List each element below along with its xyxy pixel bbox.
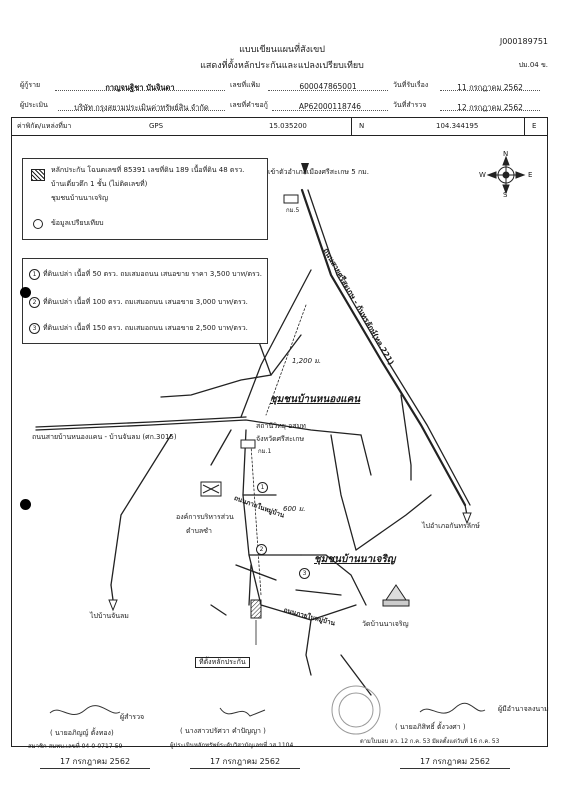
comp-text-1: ที่ดินเปล่า เนื้อที่ 50 ตรว. ถมเสมอถนน เสนอขาย ราคา 3,500 บาท/ตรว. <box>43 270 262 278</box>
west-road-label: ถนนสายบ้านหนองแคน - บ้านจันลม (ศก.3015) <box>32 433 177 441</box>
page-title: แบบเขียนแผนที่สังเขป <box>239 45 325 55</box>
punch-hole-top <box>20 287 31 298</box>
collateral-desc-1: หลักประกัน โฉนดเลขที่ 85391 เลขที่ดิน 189 เนื้อที่ดิน 48 ตรว. <box>51 166 245 174</box>
community-north-label: ชุมชนบ้านหนองแคน <box>270 394 361 405</box>
job-no-value: AP62000118746 <box>298 102 362 111</box>
file-no-value: 600047865001 <box>299 82 357 91</box>
coord-lon: 104.344195 <box>436 122 479 130</box>
km5-label: กม.5 <box>286 207 300 214</box>
compare-circle-icon <box>33 219 43 229</box>
comp-text-3: ที่ดินเปล่า เนื้อที่ 150 ตรว. ถมเสมอถนน เสนอขาย 2,500 บาท/ตรว. <box>43 324 248 332</box>
comparables-box <box>22 258 268 344</box>
compass-n: N <box>503 150 509 158</box>
radio-station-1: สถานีวิทยุ อสมท <box>256 422 306 430</box>
distance-600: 600 ม. <box>283 505 306 513</box>
approver-name: ( นายอภิสิทธิ์ ตั้งวงศา ) <box>395 723 466 731</box>
community-south-label: ชุมชนบ้านนาเจริญ <box>314 554 396 565</box>
appraiser-name: ( นางสาวปรัศวา คำปัญญา ) <box>180 727 266 735</box>
hatch-swatch <box>31 169 45 181</box>
appraiser-label: ผู้ประเมิน <box>20 101 48 109</box>
radio-station-2: จังหวัดศรีสะเกษ <box>256 435 305 443</box>
form-number: ปม.04 ข. <box>518 61 548 69</box>
date-approver: 17 กรกฎาคม 2562 <box>400 755 510 769</box>
compass-e: E <box>528 171 533 179</box>
document-id: J000189751 <box>499 37 548 46</box>
distance-1200: 1,200 ม. <box>292 357 322 365</box>
appraiser-value: บริษัท กรุงสยามประเมินค่าทรัพย์สิน จำกัด <box>74 103 209 112</box>
date-surveyor: 17 กรกฎาคม 2562 <box>40 755 150 769</box>
surveyor-license: สมาชิก สมพบ.เลขที่ 04-0-0717-59 <box>28 743 123 750</box>
coordinate-row <box>11 117 548 136</box>
compare-label: ข้อมูลเปรียบเทียบ <box>51 219 104 227</box>
highway-label: ถนนสายศรีสะเกษ - กันทรลักษ์(ทล.221) <box>321 246 396 367</box>
survey-label: วันที่สำรวจ <box>393 101 427 109</box>
surveyor-name: ( นายอภิญญ์ ตั้งทอง) <box>50 729 114 737</box>
collateral-tag: ที่ตั้งหลักประกัน <box>195 657 250 668</box>
tao-label-2: ตำบลซำ <box>186 527 212 535</box>
approver-note: ตามใบมอบ ลว. 12 ก.ค. 53 มีผลตั้งแต่วันที่ 16 ก.ค. 53 <box>360 739 500 745</box>
to-janlom-label: ไปบ้านจันลม <box>90 612 129 620</box>
punch-hole-bottom <box>20 499 31 510</box>
to-city-label: เข้าตัวอำเภอเมืองศรีสะเกษ 5 กม. <box>268 168 370 176</box>
coord-label: ค่าพิกัด/แหล่งที่มา <box>17 122 72 130</box>
coord-source: GPS <box>149 122 164 130</box>
comp-num-1: 1 <box>29 269 40 280</box>
comp-text-2: ที่ดินเปล่า เนื้อที่ 100 ตรว. ถมเสมอถนน เสนอขาย 3,000 บาท/ตรว. <box>43 298 248 306</box>
tao-label-1: องค์การบริหารส่วน <box>176 513 234 521</box>
collateral-desc-2: บ้านเดี่ยวตึก 1 ชั้น (ไม่ติดเลขที่) <box>51 180 148 188</box>
received-label: วันที่รับเรื่อง <box>393 81 429 89</box>
surveyor-role: ผู้สำรวจ <box>120 713 145 721</box>
coord-e-mark: E <box>532 122 537 130</box>
approver-role: ผู้มีอำนาจลงนาม <box>498 705 549 713</box>
map-marker-3: 3 <box>299 568 310 579</box>
comp-num-3: 3 <box>29 323 40 334</box>
coord-lat: 15.035200 <box>269 122 307 130</box>
appraiser-license: ผู้ประเมินหลักทรัพย์ระดับวิสามัญเลขที่ วส.1104 <box>170 742 294 749</box>
compass-w: W <box>479 171 486 179</box>
borrower-label: ผู้กู้ราย <box>20 81 41 89</box>
to-kantharalak-label: ไปอำเภอกันทรลักษ์ <box>422 522 480 530</box>
km1-label: กม.1 <box>258 448 272 455</box>
file-no-label: เลขที่แฟ้ม <box>230 81 261 89</box>
survey-date: 12 กรกฎาคม 2562 <box>457 103 523 112</box>
map-marker-2: 2 <box>256 544 267 555</box>
village-road-bottom-label: ถนนภายในหมู่บ้าน <box>282 605 336 628</box>
comp-num-2: 2 <box>29 297 40 308</box>
collateral-desc-3: ชุมชนบ้านนาเจริญ <box>51 194 108 202</box>
borrower-value: กาญจนฐิชา บันจินดา <box>105 83 175 92</box>
legend-box <box>22 158 268 240</box>
village-road-top-label: ถนนภายในหมู่บ้าน <box>232 493 286 520</box>
date-appraiser: 17 กรกฎาคม 2562 <box>190 755 300 769</box>
compass-s: S <box>503 191 508 199</box>
page-subtitle: แสดงที่ตั้งหลักประกันและแปลงเปรียบเทียบ <box>200 61 364 71</box>
received-date: 11 กรกฎาคม 2562 <box>457 83 523 92</box>
map-marker-1: 1 <box>257 482 268 493</box>
temple-label: วัดบ้านนาเจริญ <box>362 620 409 628</box>
coord-n-mark: N <box>359 122 365 130</box>
job-no-label: เลขที่คำขอกู้ <box>230 101 268 109</box>
